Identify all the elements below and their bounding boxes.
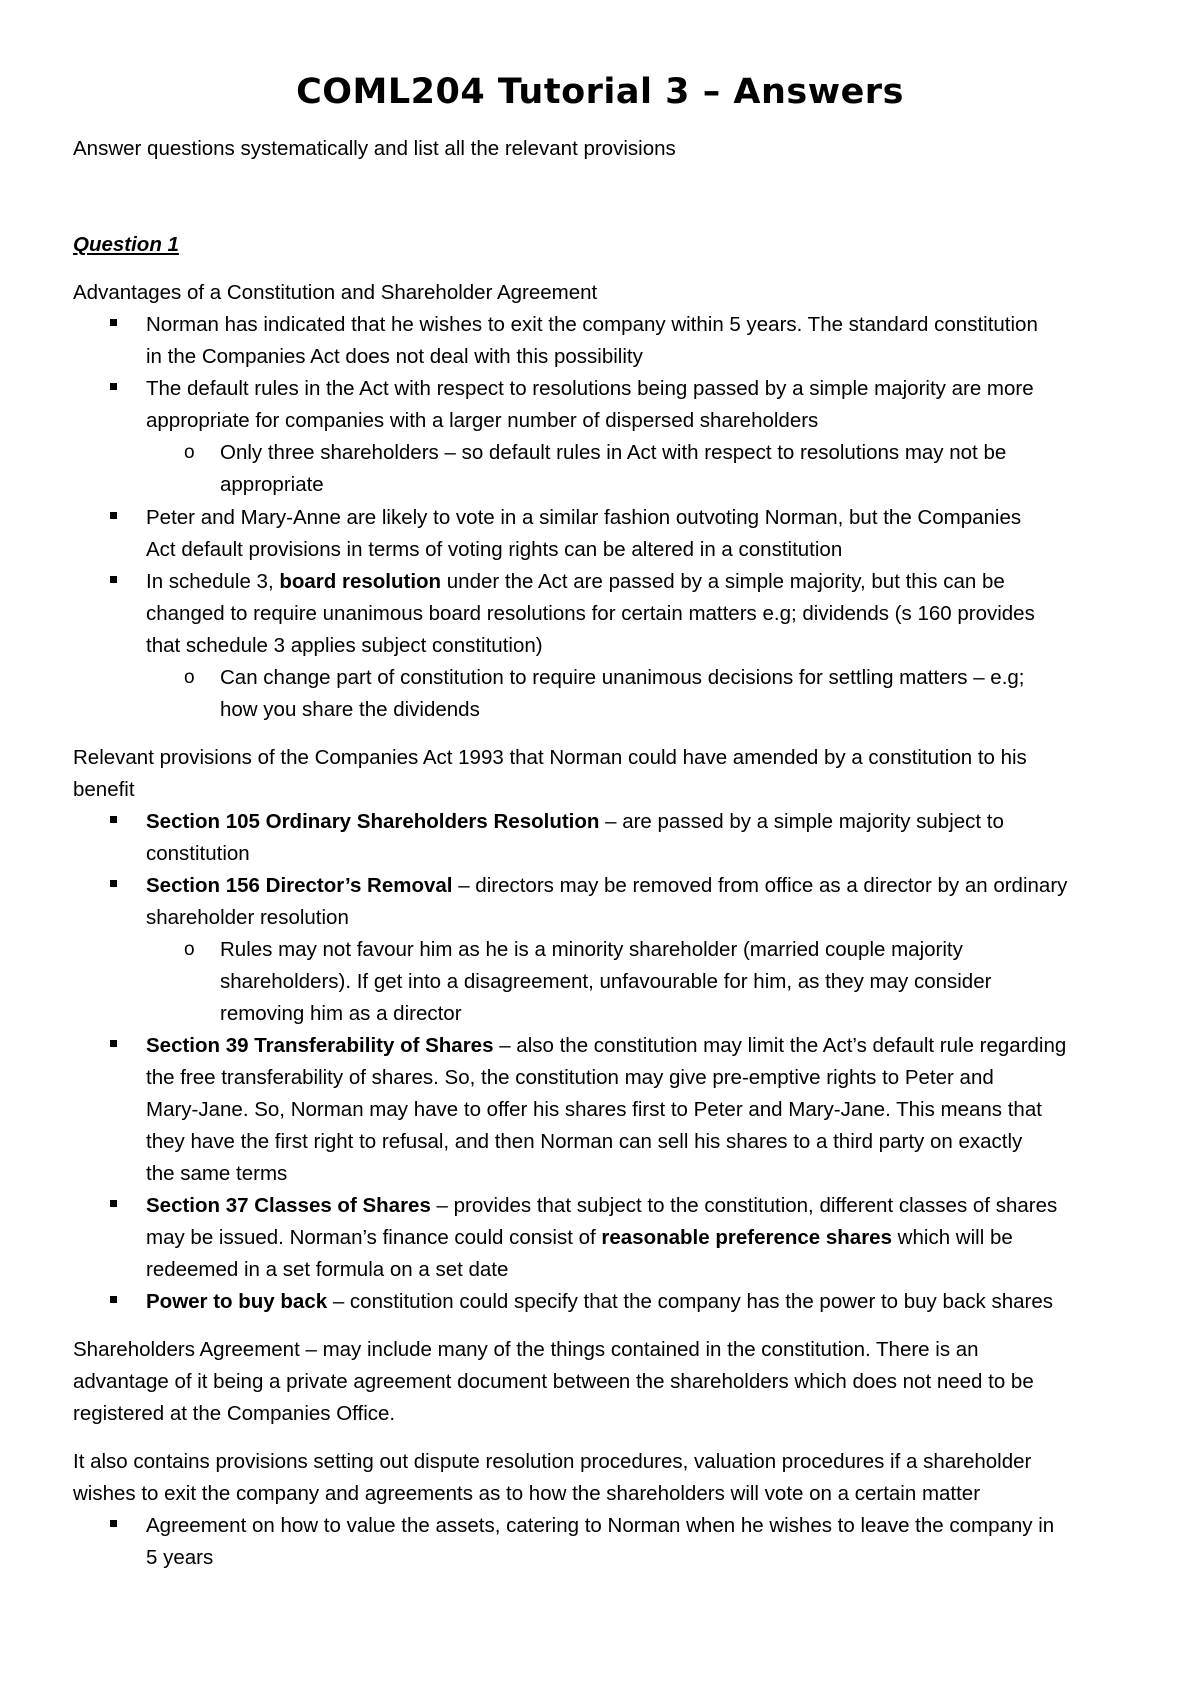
question-1-heading: Question 1 [73,233,179,256]
text-run: – also the constitution may limit the Act’s default rule regarding [493,1034,1067,1057]
bullet-text: changed to require unanimous board resolutions for certain matters e.g; dividends (s 160 provides [146,602,1035,625]
bullet-text [146,806,1004,839]
bullet-marker [110,383,117,390]
sub-bullet-marker: o [184,939,195,960]
bullet-text: the same terms [146,1162,288,1185]
paragraph-line: registered at the Companies Office. [73,1402,396,1425]
paragraph-line: Shareholders Agreement – may include many of the things contained in the constitution. There is an [73,1338,979,1361]
bullet-text [146,1222,1013,1255]
bold-term: Section 39 Transferability of Shares [146,1034,494,1057]
bold-term: reasonable preference shares [601,1226,892,1249]
text-run: may be issued. Norman’s finance could consist of [146,1226,602,1249]
bullet-marker [110,512,117,519]
bullet-text: Peter and Mary-Anne are likely to vote in a similar fashion outvoting Norman, but the Companies [146,506,1022,529]
paragraph-line: It also contains provisions setting out dispute resolution procedures, valuation procedures if a shareholder [73,1450,1032,1473]
text-run: which will be [891,1226,1013,1249]
text-run: – directors may be removed from office as a director by an ordinary [452,874,1068,897]
sub-bullet-text: shareholders). If get into a disagreement, unfavourable for him, as they may consider [220,970,992,993]
sub-bullet-text: Can change part of constitution to require unanimous decisions for settling matters – e.g; [220,666,1025,689]
bullet-text: Mary-Jane. So, Norman may have to offer his shares first to Peter and Mary-Jane. This means that [146,1098,1042,1121]
bold-term: Section 37 Classes of Shares [146,1194,431,1217]
text-run: – are passed by a simple majority subject to [599,810,1004,833]
bullet-marker [110,1200,117,1207]
bullet-marker [110,576,117,583]
bullet-text: redeemed in a set formula on a set date [146,1258,509,1281]
page-title: COML204 Tutorial 3 – Answers [296,72,904,112]
bullet-text: Agreement on how to value the assets, catering to Norman when he wishes to leave the company in [146,1514,1055,1537]
bullet-text: that schedule 3 applies subject constitution) [146,634,543,657]
sub-bullet-marker: o [184,667,195,688]
bold-term: Section 105 Ordinary Shareholders Resolution [146,810,600,833]
sub-bullet-text: Rules may not favour him as he is a minority shareholder (married couple majority [220,938,963,961]
bullet-marker [110,1520,117,1527]
sub-bullet-text: how you share the dividends [220,698,480,721]
bullet-marker [110,1040,117,1047]
bullet-text [146,870,1067,903]
bullet-text: appropriate for companies with a larger number of dispersed shareholders [146,409,819,432]
provisions-intro: benefit [73,778,135,801]
advantages-intro: Advantages of a Constitution and Shareholder Agreement [73,281,598,304]
bold-term: Section 156 Director’s Removal [146,874,453,897]
provisions-intro: Relevant provisions of the Companies Act 1993 that Norman could have amended by a constitution to his [73,746,1027,769]
sub-bullet-text: Only three shareholders – so default rules in Act with respect to resolutions may not be [220,441,1007,464]
bullet-text [146,1286,1053,1319]
bullet-text: The default rules in the Act with respect to resolutions being passed by a simple majority are more [146,377,1034,400]
bullet-text: constitution [146,842,250,865]
text-run: under the Act are passed by a simple majority, but this can be [441,570,1005,593]
bullet-text [146,1190,1057,1223]
bullet-text: Norman has indicated that he wishes to exit the company within 5 years. The standard constitution [146,313,1038,336]
sub-bullet-text: removing him as a director [220,1002,462,1025]
bullet-text: in the Companies Act does not deal with this possibility [146,345,643,368]
bullet-text [146,566,1005,599]
bullet-text: they have the first right to refusal, and then Norman can sell his shares to a third party on exactly [146,1130,1023,1153]
paragraph-line: wishes to exit the company and agreements as to how the shareholders will vote on a certain matter [73,1482,981,1505]
sub-bullet-marker: o [184,442,195,463]
bullet-marker [110,880,117,887]
text-run: – constitution could specify that the company has the power to buy back shares [327,1290,1054,1313]
bullet-text: shareholder resolution [146,906,349,929]
bold-term: board resolution [279,570,442,593]
bullet-text [146,1030,1066,1063]
text-run: – provides that subject to the constitution, different classes of shares [430,1194,1058,1217]
paragraph-line: advantage of it being a private agreement document between the shareholders which does not need to be [73,1370,1034,1393]
sub-bullet-text: appropriate [220,473,324,496]
bold-term: Power to buy back [146,1290,328,1313]
bullet-marker [110,816,117,823]
bullet-marker [110,1296,117,1303]
text-run: In schedule 3, [146,570,280,593]
bullet-marker [110,319,117,326]
bullet-text: Act default provisions in terms of voting rights can be altered in a constitution [146,538,843,561]
instruction-text: Answer questions systematically and list all the relevant provisions [73,137,676,160]
bullet-text: the free transferability of shares. So, the constitution may give pre-emptive rights to Peter and [146,1066,994,1089]
bullet-text: 5 years [146,1546,214,1569]
